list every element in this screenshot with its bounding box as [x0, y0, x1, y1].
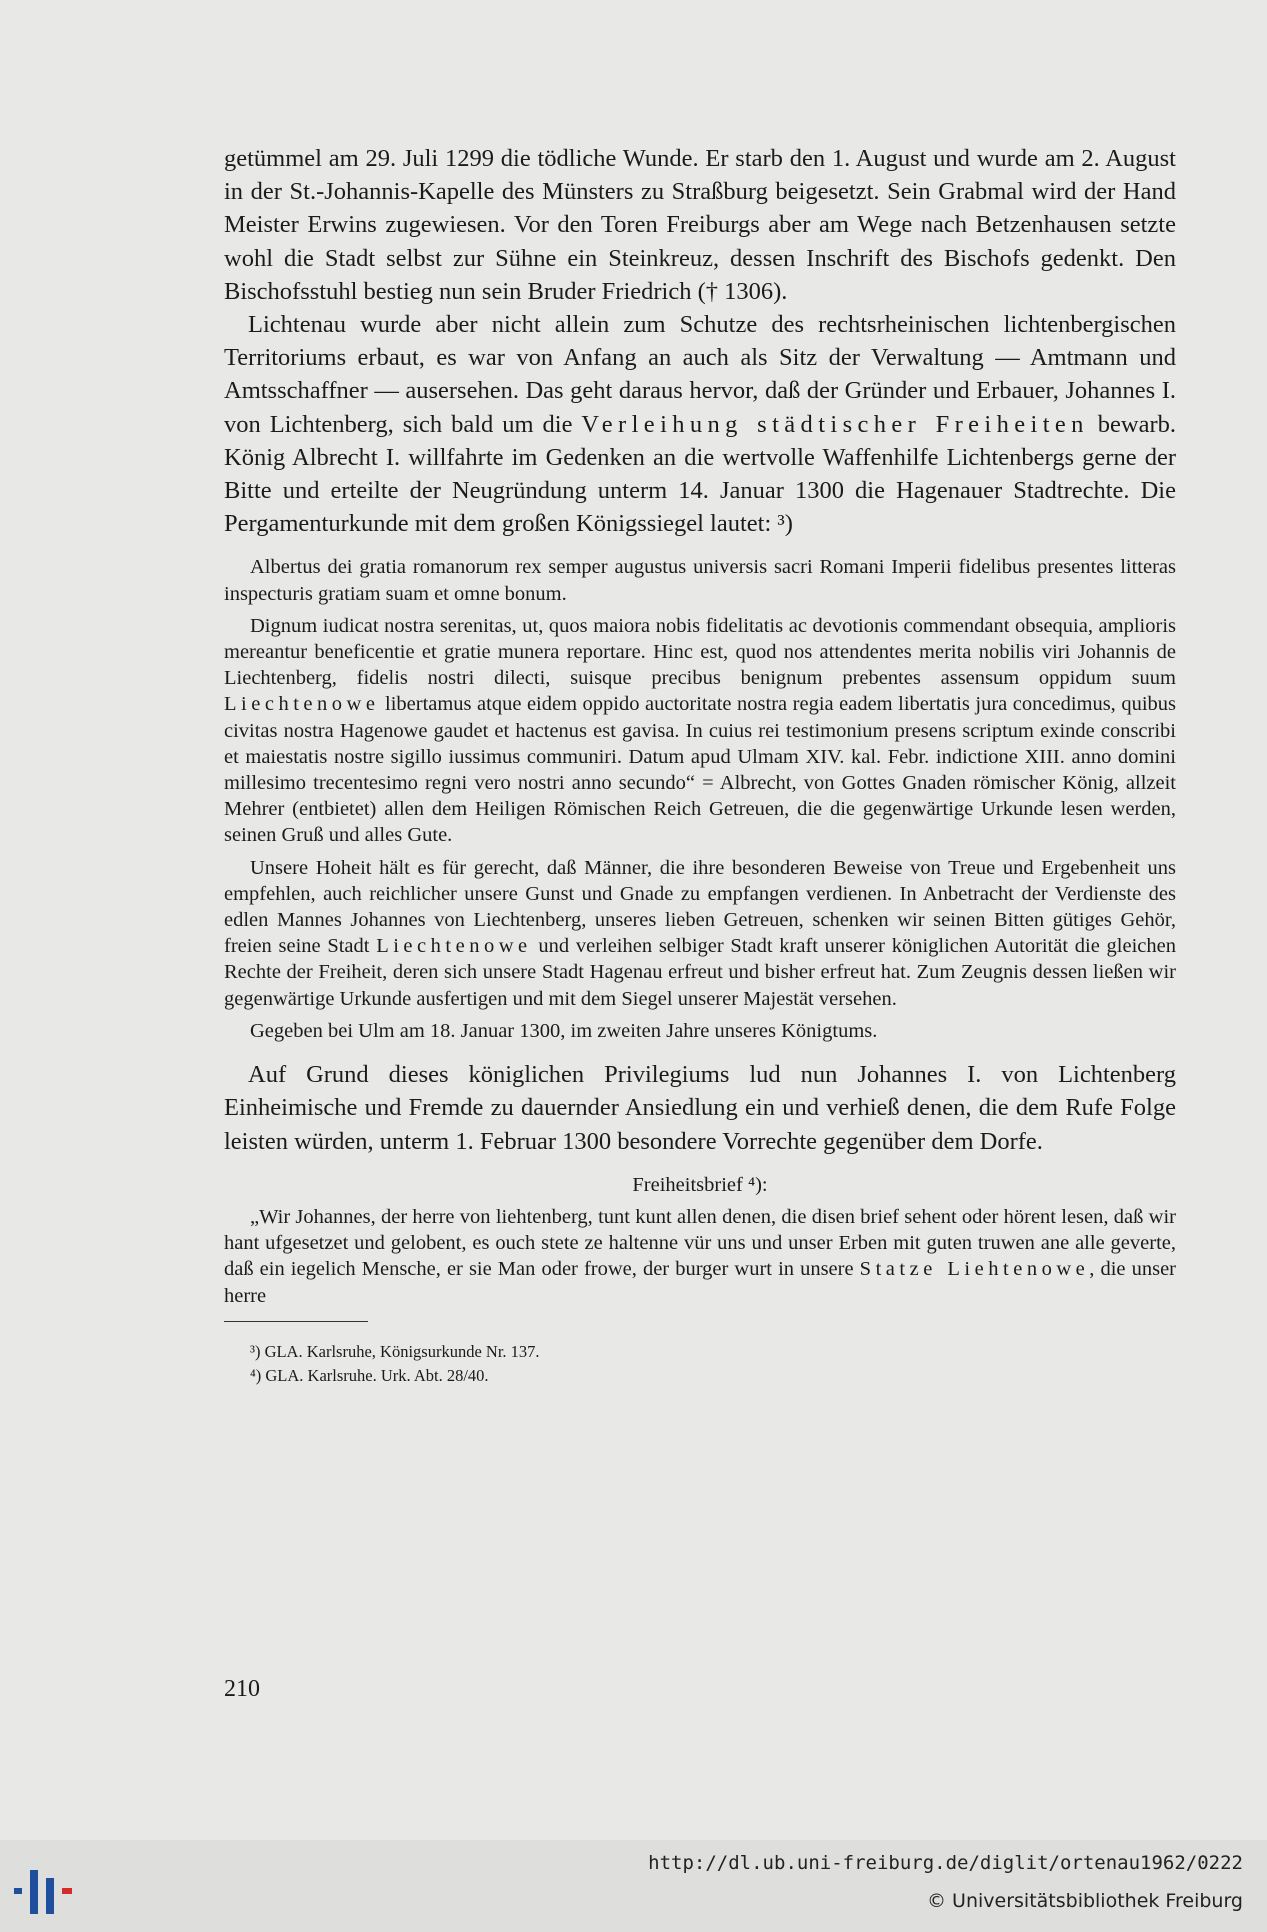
logo-bar-mid-right [46, 1878, 54, 1914]
german-dating: Gegeben bei Ulm am 18. Januar 1300, im zweiten Jahre unseres Königtums. [250, 1019, 878, 1042]
german-translation-part-a: Unsere Hoheit hält es für gerecht, daß Männer, die ihre besonderen Beweise von Treue und Ergebenheit uns empfehlen, auch reichlicher unsere Gunst und Gnade zu empfangen verdienen. In Anbetracht der Verdienste des edlen Mannes Johannes von Liechtenberg, unseres lieben Getreuen, schenken wir seinen Bitten gütiges Gehör, freien seine Stadt [224, 856, 1176, 958]
german-translation-part-b: und verleihen selbiger Stadt kraft unserer königlichen Autorität die gleichen Rechte der Freiheit, deren sich unsere Stadt Hagenau erfreut und bisher erfreut hat. Zum Zeugnis dessen ließen wir gegenwärtige Urkunde ausfertigen und mit dem Siegel unserer Majestät versehen. [224, 935, 1176, 1010]
logo-bar-mid-left [30, 1870, 38, 1914]
charter-heading: Freiheitsbrief ⁴): [632, 1173, 768, 1196]
spaced-emphasis-verleihung: Verleihung städtischer Freiheiten [581, 410, 1089, 438]
spaced-emphasis-liechtenowe-latin: Liechtenowe [224, 693, 380, 716]
paragraph-1: getümmel am 29. Juli 1299 die tödliche Wunde. Er starb den 1. August und wurde am 2. August in der St.-Johannis-Kapelle des Münsters zu Straßburg beigesetzt. Sein Grabmal wird der Hand Meister Erwins zugewiesen. Vor den Toren Freiburgs aber am Wege nach Betzenhausen setzte wohl die Stadt selbst zur Sühne ein Steinkreuz, dessen Inschrift des Bischofs gedenkt. Den Bischofsstuhl bestieg nun sein Bruder Friedrich († 1306). [224, 145, 1176, 305]
logo-bar-red [62, 1888, 72, 1894]
logo-bar-left [14, 1888, 22, 1894]
library-footer [0, 1840, 1267, 1932]
latin-text [224, 613, 1176, 849]
paragraph-2-part-a: Lichtenau wurde aber nicht allein zum Schutze des rechtsrheinischen lichtenbergischen Territoriums erbaut, es war von Anfang an auch als Sitz der Verwaltung — Amtmann und Amtsschaffner — ausersehen. Das geht daraus hervor, daß der Gründer und Erbauer, Johannes I. von Lichtenberg, sich bald um die [224, 311, 1176, 438]
footnote-3: ³) GLA. Karlsruhe, Königsurkunde Nr. 137. [250, 1341, 540, 1361]
copyright-notice: © Universitätsbibliothek Freiburg [927, 1890, 1243, 1912]
university-library-logo-icon [12, 1856, 82, 1920]
source-url-link[interactable]: http://dl.ub.uni-freiburg.de/diglit/ortenau1962/0222 [648, 1852, 1243, 1874]
paragraph-2 [224, 308, 1176, 540]
german-translation [224, 855, 1176, 1012]
paragraph-3: Auf Grund dieses königlichen Privilegiums lud nun Johannes I. von Lichtenberg Einheimische und Fremde zu dauernder Ansiedlung ein und verhieß denen, die dem Rufe Folge leisten würden, unterm 1. Februar 1300 besondere Vorrechte gegenüber dem Dorfe. [224, 1061, 1176, 1155]
footnote-divider [224, 1321, 368, 1322]
spaced-emphasis-statze-liehtenowe: Statze Liehtenowe [859, 1258, 1090, 1281]
paragraph-2-part-b: bewarb. König Albrecht I. willfahrte im Gedenken an die wertvolle Waffenhilfe Lichtenbergs gerne der Bitte und erteilte der Neugründung unterm 14. Januar 1300 die Hagenauer Stadtrechte. Die Pergamenturkunde mit dem großen Königssiegel lautet: ³) [224, 410, 1176, 538]
page-number: 210 [224, 1676, 260, 1702]
charter-text-part-a: „Wir Johannes, der herre von liehtenberg, tunt kunt allen denen, die disen brief sehent oder hörent lesen, daß wir hant ufgesetzet und gelobent, es ouch stete ze haltenne vür uns und unser Erben mit guten truwen ane alle geverte, daß ein iegelich Mensche, er sie Man oder frowe, der burger wurt in unsere [224, 1205, 1176, 1281]
latin-text-part-b: libertamus atque eidem oppido auctoritate nostra regia eadem libertatis jura concedimus, quibus civitas nostra Hagenowe gaudet et hactenus est gavisa. In cuius rei testimonium presens scriptum exinde conscribi et maiestatis nostre sigillo iussimus communiri. Datum apud Ulmam XIV. kal. Febr. indictione XIII. anno domini millesimo trecentesimo regni vero nostri anno secundo“ = Albrecht, von Gottes Gnaden römischer König, allzeit Mehrer (entbietet) allen dem Heiligen Römischen Reich Getreuen, die die gegenwärtige Urkunde lesen werden, seinen Gruß und alles Gute. [224, 693, 1176, 847]
spaced-emphasis-liechtenowe-german: Liechtenowe [376, 935, 532, 958]
footnote-4: ⁴) GLA. Karlsruhe. Urk. Abt. 28/40. [250, 1365, 489, 1385]
page-text [224, 142, 1176, 1388]
latin-salutation: Albertus dei gratia romanorum rex semper augustus universis sacri Romani Imperii fidelibus presentes litteras inspecturis gratiam suam et omne bonum. [224, 556, 1176, 605]
charter-text [224, 1204, 1176, 1309]
latin-text-part-a: Dignum iudicat nostra serenitas, ut, quos maiora nobis fidelitatis ac devotionis commendant obsequia, amplioris mereantur beneficentie et gratie munera reportare. Hinc est, quod nos attendentes merita nobilis viri Johannis de Liechtenberg, fidelis nostri dilecti, suisque precibus benignum prebentes assensum oppidum suum [224, 614, 1176, 690]
charter-text-part-b: , die unser herre [224, 1258, 1177, 1307]
